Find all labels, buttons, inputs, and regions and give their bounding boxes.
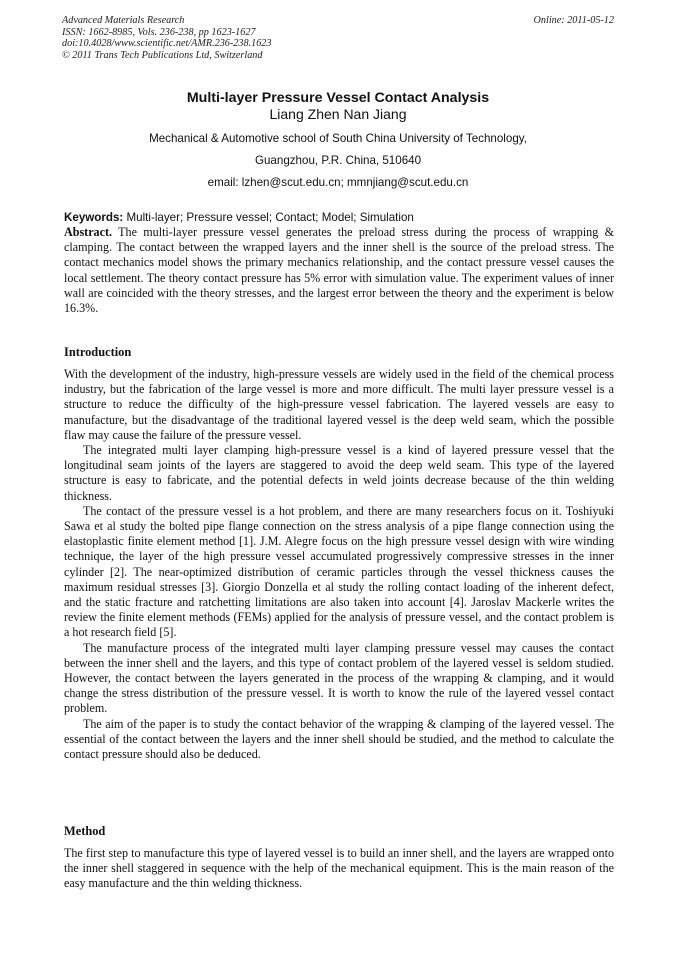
- author-email: email: lzhen@scut.edu.cn; mmnjiang@scut.edu.cn: [207, 176, 469, 189]
- abstract-text: The multi-layer pressure vessel generates the preload stress during the process of wrapping & clamping. The contact between the wrapped layers and the inner shell is the source of the preload stress. The contact mechanics model shows the primary mechanics relationship, and the contact pressure vessel causes the local settlement. The theory contact pressure has 5% error with simulation value. The experiment values of inner wall are coincided with the theory stresses, and the largest error between the theory and the experiment is below 16.3%.: [64, 225, 614, 316]
- copyright-line: © 2011 Trans Tech Publications Ltd, Switzerland: [62, 49, 263, 61]
- intro-paragraph-2: The integrated multi layer clamping high-pressure vessel is a kind of layered pressure vessel that the longitudinal seam joints of the layers are staggered to avoid the deep weld seam. This type of the layered structure is easy to fabricate, and the potential defects in weld joints decrease because of the thin welding thickness.: [64, 443, 614, 503]
- keywords-label: Keywords:: [64, 211, 124, 224]
- abstract: [64, 225, 614, 316]
- intro-paragraph-3: The contact of the pressure vessel is a hot problem, and there are many researchers focus on it. Toshiyuki Sawa et al study the bolted pipe flange connection on the stress analysis of a pipe flange connection using the elastoplastic finite element method [1]. J.M. Alegre focus on the high pressure vessel design with wire winding technique, the layer of the high pressure vessel accumulated progressively compressive stresses in the inner cylinder [2]. The near-optimized distribution of ceramic particles through the vessel thickness causes the maximum residual stresses [3]. Giorgio Donzella et al study the rolling contact loading of the inherent defect, and the static fracture and ratchetting limitations are also taken into account [4]. Jaroslav Mackerle writes the review the finite element methods (FEMs) applied for the analysis of pressure vessel, and the contact problem is a hot research field [5].: [64, 503, 614, 640]
- affiliation-line-2: Guangzhou, P.R. China, 510640: [254, 154, 422, 167]
- paper-authors: Liang Zhen Nan Jiang: [269, 106, 407, 122]
- keywords: [64, 210, 614, 225]
- paper-title: Multi-layer Pressure Vessel Contact Analysis: [186, 90, 490, 106]
- introduction-body: [64, 367, 614, 762]
- title-block: [62, 90, 614, 194]
- affiliation-line-1: Mechanical & Automotive school of South China University of Technology,: [149, 132, 527, 145]
- online-date: Online: 2011-05-12: [533, 15, 614, 26]
- intro-paragraph-5: The aim of the paper is to study the contact behavior of the wrapping & clamping of the layered vessel. The essential of the contact between the layers and the inner shell should be studied, and the method to calculate the contact pressure should also be deduced.: [64, 716, 614, 762]
- keywords-text: Multi-layer; Pressure vessel; Contact; Model; Simulation: [123, 211, 414, 224]
- method-body: [64, 846, 614, 892]
- introduction-heading: Introduction: [64, 345, 132, 359]
- journal-name: Advanced Materials Research: [62, 15, 185, 26]
- method-heading: Method: [64, 824, 106, 838]
- issn-line: ISSN: 1662-8985, Vols. 236-238, pp 1623-1627: [62, 26, 256, 38]
- journal-header: [62, 15, 614, 61]
- intro-paragraph-1: With the development of the industry, high-pressure vessels are widely used in the field of the chemical process industry, but the fabrication of the large vessel is more and more difficult. The multi layer pressure vessel is a structure to reduce the difficulty of the high-pressure vessel fabrication. The layered vessels are easy to manufacture, but the disadvantage of the traditional layered vessel is the deep weld seam, which the possible flaw may cause the failure of the pressure vessel.: [64, 367, 614, 442]
- intro-paragraph-4: The manufacture process of the integrated multi layer clamping pressure vessel may causes the contact between the inner shell and the layers, and this type of contact problem of the layered vessel is seldom studied. However, the contact between the layers generated in the process of the wrapping & clamping, and it would change the stress distribution of the pressure vessel. It is worth to know the rule of the layered vessel contact problem.: [64, 640, 614, 716]
- abstract-label: Abstract.: [64, 225, 113, 239]
- doi-line: doi:10.4028/www.scientific.net/AMR.236-238.1623: [62, 38, 272, 50]
- method-paragraph-1: The first step to manufacture this type of layered vessel is to build an inner shell, and the layers are wrapped onto the inner shell staggered in sequence with the help of the mechanical equipment. This is the main reason of the easy manufacture and the thin welding thickness.: [64, 846, 614, 891]
